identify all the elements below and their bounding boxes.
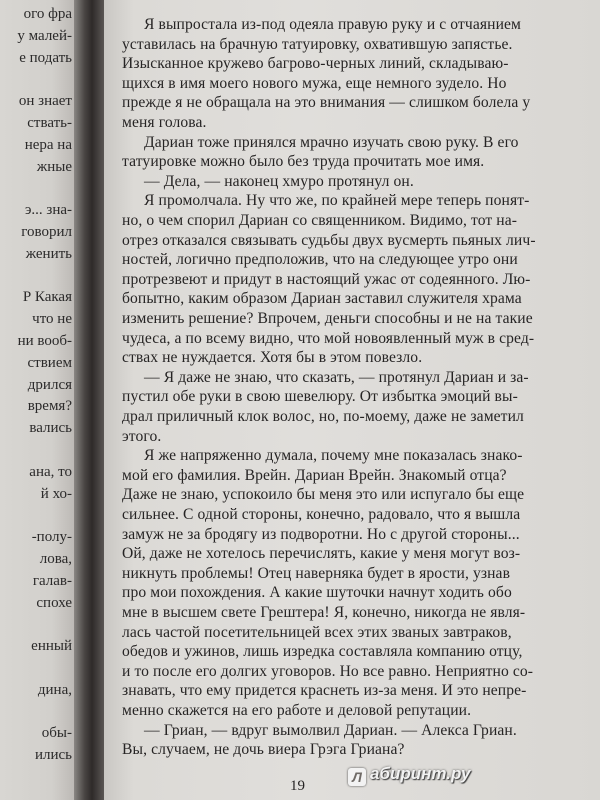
book-page [104,0,600,800]
text-line: менно скажется на его работе и деловой репутации. [122,702,472,719]
text-line: Я промолчала. Ну что же, по крайней мере теперь понят- [144,192,530,210]
text-line: уставилась на брачную татуировку, охватившую запястье. [122,35,513,53]
facing-page-line: нера на [24,136,72,153]
facing-page-strip [0,0,74,800]
text-line: Я выпростала из-под одеяла правую руку и с отчаянием [144,16,522,33]
text-line: обедов и ужинов, лишь изредка составляла компанию отцу, [122,643,523,661]
text-line: сильнее. С одной стороны, конечно, радовало, что я вышла [122,506,521,523]
text-line: Дариан тоже принялся мрачно изучать свою руку. В его [144,133,519,151]
watermark [348,764,470,786]
book-gutter [74,0,104,800]
text-line: никнуть проблемы! Отец наверняка будет в ярости, узнав [122,564,511,582]
facing-page-line: дрился [27,376,72,393]
text-line: щихся в имя моего нового мужа, еще немного зудело. Но [122,74,507,92]
text-line: татуировке можно было без труда прочитать мое имя. [122,153,485,171]
facing-page-line: у малей- [17,27,72,44]
text-line: про мои похождения. А какие шуточки начнут ходить обо [122,584,512,602]
facing-page-line: ого фра [23,6,72,22]
facing-page-line: ились [34,747,72,764]
text-line: отрез отказался связывать судьбы двух вусмерть пьяных лич- [122,231,536,249]
facing-page-line: говорил [21,224,72,240]
text-line: Изысканное кружево багрово-черных линий, складываю- [122,55,509,73]
facing-page-line: э... зна- [24,202,72,219]
text-line: мне в высшем свете Грештера! Я, конечно, никогда не явля- [122,604,526,621]
text-line: бопытно, каким образом Дариан заставил служителя храма [122,290,522,308]
text-line: Вы, случаем, не дочь виера Грэга Гриана? [122,741,405,759]
labirint-logo-icon: Л [348,768,366,786]
page-body-text [104,0,600,800]
text-line: Ой, даже не хотелось перечислять, какие у меня могут воз- [122,545,521,563]
text-line: этого. [122,427,162,445]
page-number: 19 [290,778,305,794]
facing-page-line: Р Какая [22,289,72,306]
text-line: чудеса, а по всему видно, что мой новоявленный муж в сред- [122,329,535,347]
facing-page-line: й хо- [40,485,72,502]
facing-page-line: обы- [41,725,72,742]
text-line: мой его фамилия. Врейн. Дариан Врейн. Знакомый отца? [122,466,507,484]
text-line: Даже не знаю, успокоило бы меня это или испугало бы еще [122,486,525,504]
facing-page-line: жные [36,158,72,175]
facing-page-line: вались [29,420,72,437]
text-line: — Дела, — наконец хмуро протянул он. [144,172,414,190]
facing-page-line: -полу- [31,529,72,546]
text-line: лась частой посетительницей всех этих званых завтраков, [122,623,512,641]
facing-page-line: ствием [27,354,72,371]
facing-page-line: лова, [39,551,72,567]
facing-page-line: е подать [19,49,72,66]
facing-page-line: дина, [37,681,72,698]
text-line: меня голова. [122,114,207,131]
text-line: — Я даже не знаю, что сказать, — протянул Дариан и за- [144,368,529,386]
text-line: ностей, логично предположив, что на следующее утро они [122,251,518,269]
text-line: Я же напряженно думала, почему мне показалась знако- [144,447,523,465]
facing-page-line: ана, то [29,463,72,480]
facing-page-line: галав- [32,572,72,589]
facing-page-line: ствать- [27,115,72,131]
facing-page-line: спохе [36,594,72,611]
watermark-text: абиринт.ру [370,764,471,783]
facing-page-line: енный [31,638,72,655]
text-line: изменить решение? Впрочем, деньги способны и не на такие [122,310,533,327]
text-line: замуж не за бродягу из подворотни. Но с другой стороны... [122,525,520,543]
text-line: — Гриан, — вдруг вымолвил Дариан. — Алекса Гриан. [144,721,517,739]
text-line: ствах не нуждается. Хотя бы в этом повезло. [122,349,423,367]
text-line: прежде я не обращала на это внимания — слишком болела у [122,94,531,112]
facing-page-line: время? [27,398,72,415]
text-line: пустил обе руки в свою шевелюру. От избытка эмоций вы- [122,388,518,406]
text-line: протрезвеют и придут в настоящий ужас от содеянного. Лю- [122,270,531,288]
text-line: знавать, что ему придется краснеть из-за меня. И это непре- [122,682,527,700]
text-line: драл приличный клок волос, но, по-моему, даже не заметил [122,408,524,425]
facing-page-line: он знает [18,93,72,110]
facing-page-line: что не [32,311,72,328]
text-line: но, о чем спорил Дариан со священником. Видимо, тот на- [122,212,518,229]
facing-page-line: ни вооб- [17,333,72,349]
text-line: и то после его долгих уговоров. Но все равно. Неприятно со- [122,662,534,680]
facing-page-line: женить [25,245,72,262]
